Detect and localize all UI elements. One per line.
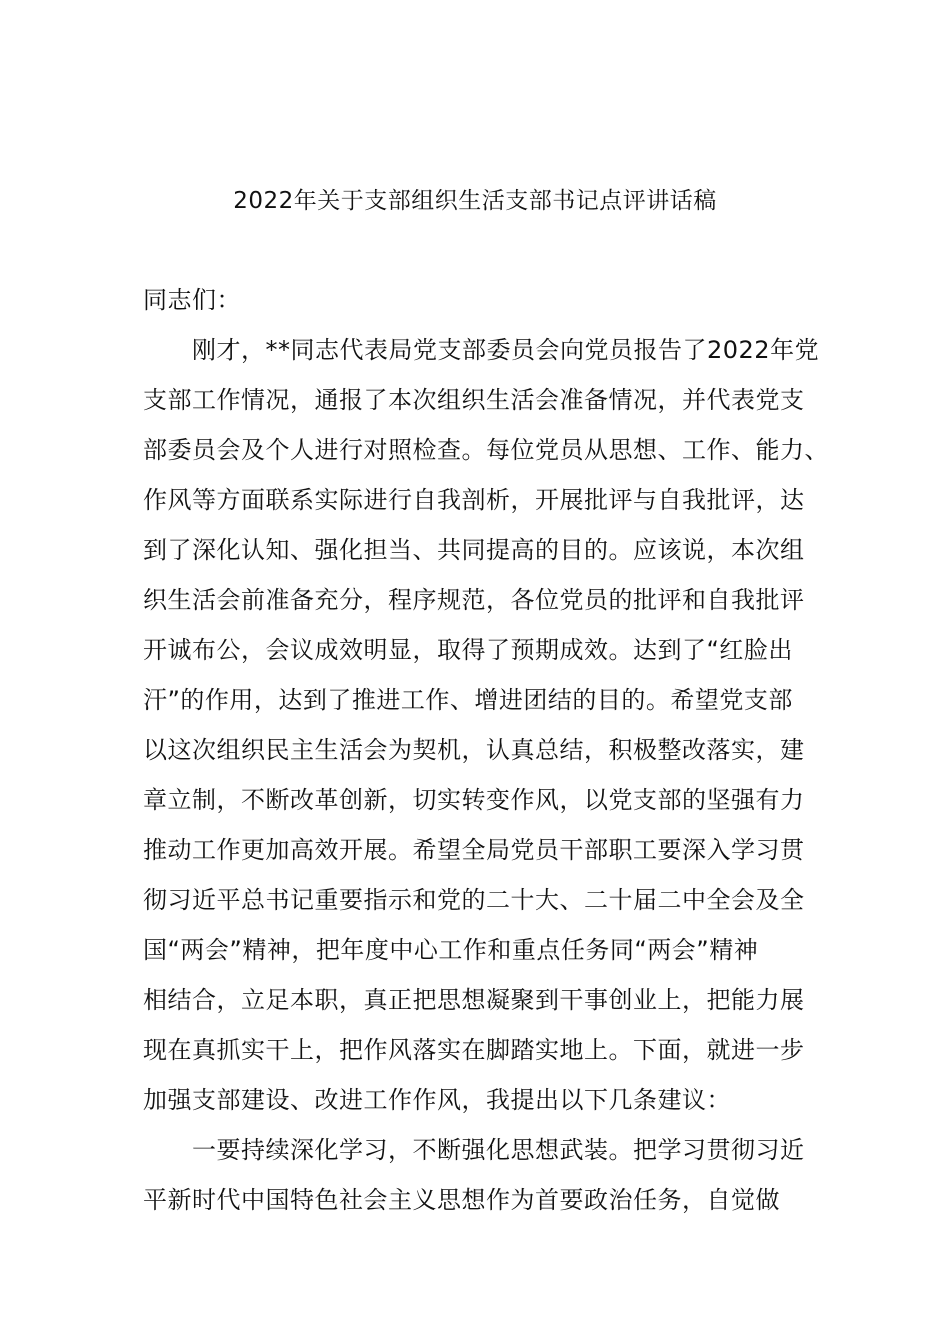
salutation: 同志们： — [143, 286, 241, 314]
paragraph-line: 以这次组织民主生活会为契机，认真总结，积极整改落实，建 — [143, 736, 805, 764]
paragraph-line: 现在真抓实干上，把作风落实在脚踏实地上。下面，就进一步 — [143, 1036, 805, 1064]
paragraph-line: 织生活会前准备充分，程序规范，各位党员的批评和自我批评 — [143, 586, 805, 614]
document-title: 2022年关于支部组织生活支部书记点评讲话稿 — [233, 188, 717, 214]
paragraph-line: 支部工作情况，通报了本次组织生活会准备情况，并代表党支 — [143, 386, 805, 414]
paragraph-line: 加强支部建设、改进工作作风，我提出以下几条建议： — [143, 1086, 731, 1114]
paragraph-line: 彻习近平总书记重要指示和党的二十大、二十届二中全会及全 — [143, 886, 805, 914]
paragraph-line: 开诚布公，会议成效明显，取得了预期成效。达到了“红脸出 — [143, 636, 793, 664]
paragraph-line: 汗”的作用，达到了推进工作、增进团结的目的。希望党支部 — [143, 686, 793, 714]
paragraph-line: 一要持续深化学习，不断强化思想武装。把学习贯彻习近 — [192, 1136, 805, 1164]
paragraph-line: 作风等方面联系实际进行自我剖析，开展批评与自我批评，达 — [143, 486, 805, 514]
paragraph-line: 国“两会”精神，把年度中心工作和重点任务同“两会”精神 — [143, 936, 759, 964]
paragraph-line: 部委员会及个人进行对照检查。每位党员从思想、工作、能力、 — [143, 436, 829, 464]
paragraph-line: 平新时代中国特色社会主义思想作为首要政治任务，自觉做 — [143, 1186, 780, 1214]
paragraph-line: 刚才，**同志代表局党支部委员会向党员报告了2022年党 — [192, 336, 820, 364]
paragraph-line: 推动工作更加高效开展。希望全局党员干部职工要深入学习贯 — [143, 836, 805, 864]
paragraph-line: 到了深化认知、强化担当、共同提高的目的。应该说，本次组 — [143, 536, 805, 564]
paragraph-line: 章立制，不断改革创新，切实转变作风，以党支部的坚强有力 — [143, 786, 805, 814]
paragraph-line: 相结合，立足本职，真正把思想凝聚到干事创业上，把能力展 — [143, 986, 805, 1014]
